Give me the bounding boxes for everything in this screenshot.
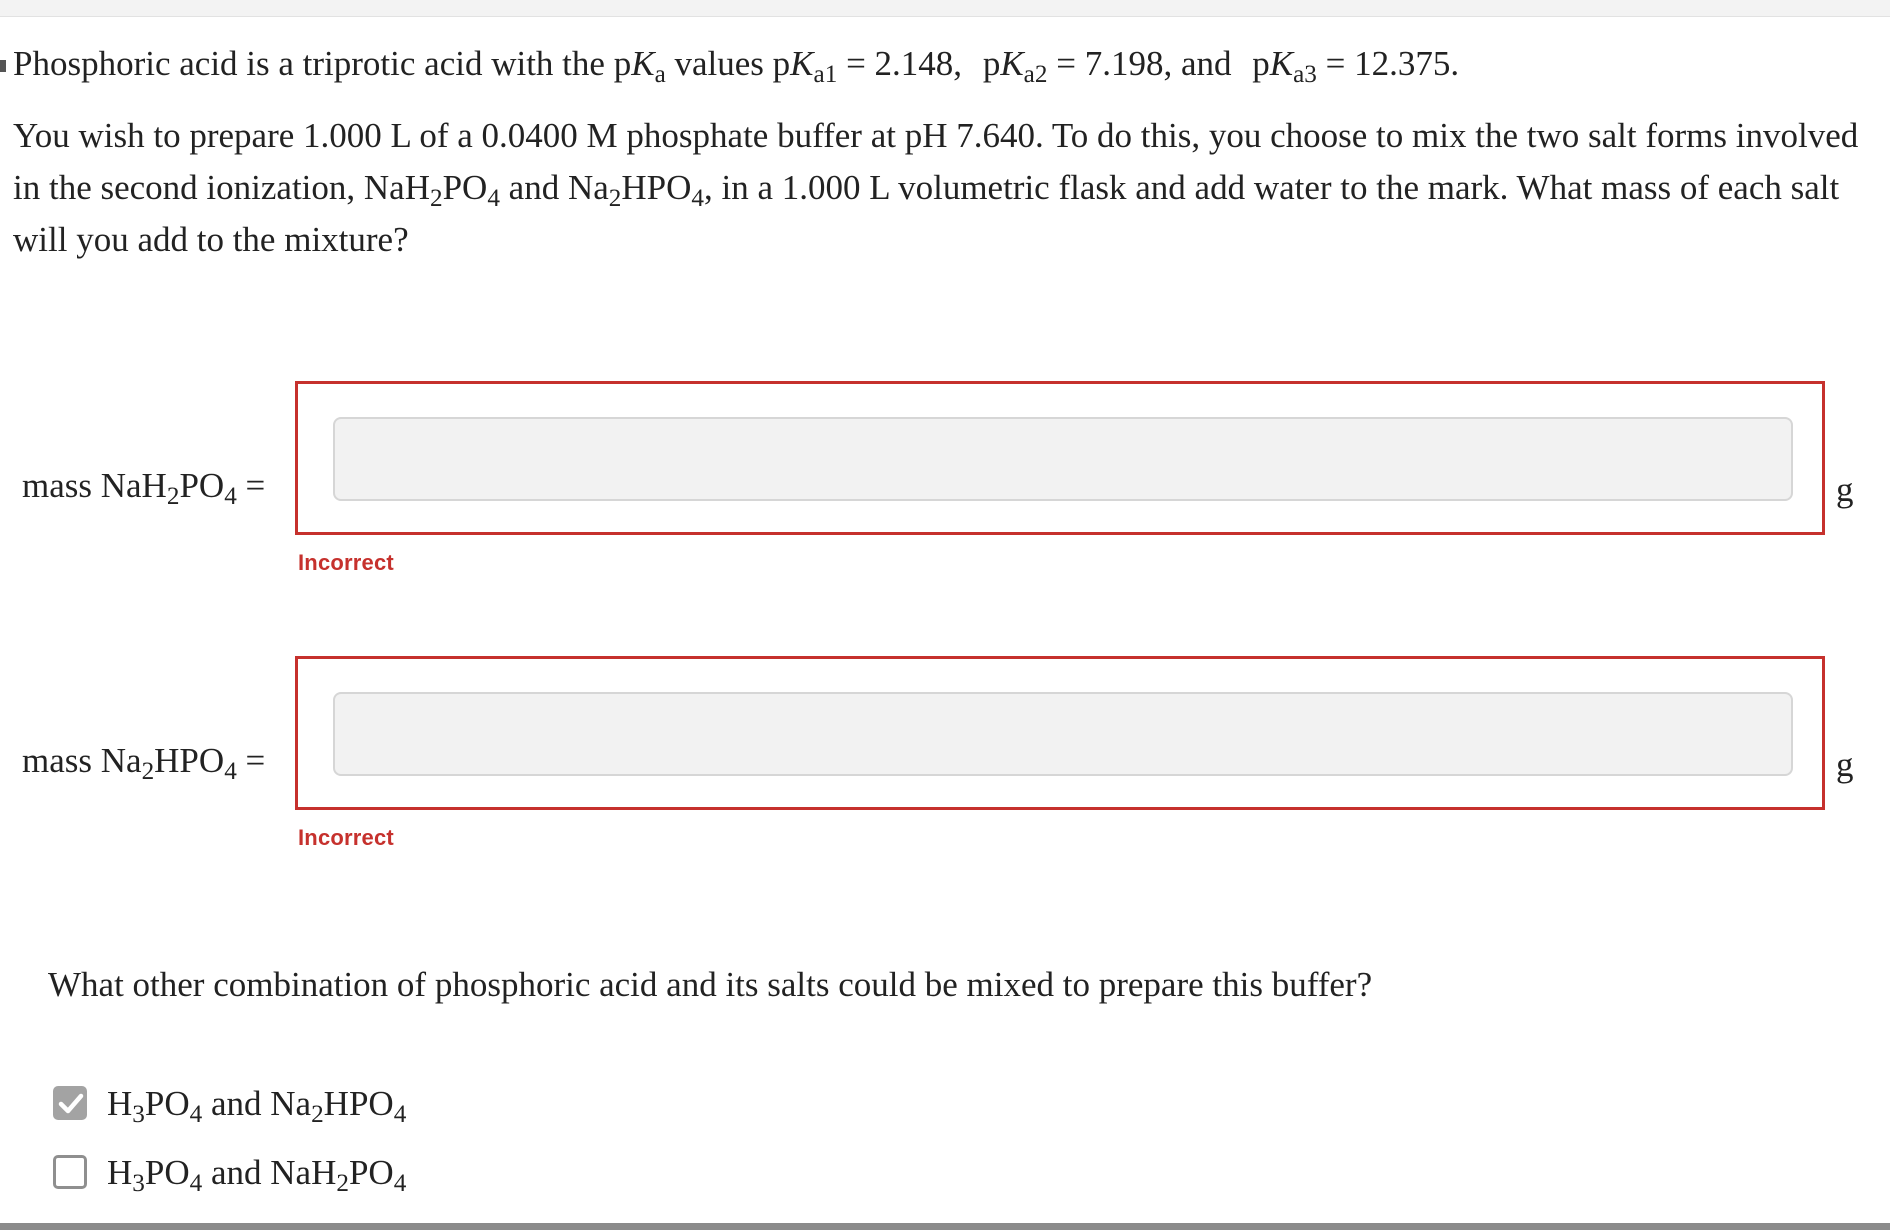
equals-sign: = (236, 466, 266, 505)
subscript: 4 (189, 1101, 203, 1129)
formula-text: HPO (323, 1084, 394, 1123)
pka1-symbol: K (790, 44, 814, 83)
choice-label (107, 1084, 407, 1129)
pka2-subscript: a2 (1023, 61, 1048, 89)
label-text: mass NaH (22, 466, 167, 505)
and-text: and (202, 1084, 271, 1123)
mass-nah2po4-label (22, 466, 266, 511)
pka3-p: p (1252, 44, 1270, 83)
ka-symbol: K (631, 44, 655, 83)
checkbox-unchecked-icon[interactable] (53, 1155, 87, 1189)
formula-text: H (107, 1153, 133, 1192)
subscript: 2 (311, 1101, 324, 1129)
mass-na2hpo4-unit: g (1836, 745, 1854, 784)
pka3-value: = 12.375. (1316, 44, 1460, 83)
label-text: PO (179, 466, 225, 505)
formula-text: NaH (270, 1153, 337, 1192)
mass-nah2po4-unit: g (1836, 470, 1854, 509)
formula-text: PO (144, 1084, 190, 1123)
subscript: 4 (393, 1101, 407, 1129)
pka3-subscript: a3 (1293, 61, 1317, 89)
problem-text-part: and Na (499, 168, 609, 207)
pka1-subscript: a1 (813, 61, 838, 89)
choice-label (107, 1153, 407, 1198)
subscript: 4 (189, 1170, 203, 1198)
subscript: 3 (132, 1170, 145, 1198)
mass-na2hpo4-answer-box (295, 656, 1825, 810)
mass-na2hpo4-feedback: Incorrect (298, 825, 394, 850)
subscript: 4 (224, 758, 237, 786)
and-text: and (202, 1153, 271, 1192)
formula-text: Na (270, 1084, 312, 1123)
problem-text (13, 110, 1875, 266)
formula-text: PO (348, 1153, 394, 1192)
bottom-scrollbar[interactable] (0, 1223, 1890, 1230)
subscript: 2 (166, 483, 180, 511)
mass-nah2po4-input[interactable] (333, 417, 1793, 501)
pka1-value: = 2.148, (837, 44, 971, 83)
question-marker (0, 60, 6, 72)
subscript: 4 (487, 185, 500, 213)
intro-values-text: values p (665, 44, 791, 83)
problem-text-part: , in a 1.000 L volumetric flask and add water to the mark. What mass of each salt will you add to the mixture? (13, 168, 1840, 259)
subscript: 3 (132, 1101, 145, 1129)
pka2-p: p (982, 44, 1001, 83)
problem-text-part: PO (442, 168, 488, 207)
checkbox-checked-icon[interactable] (53, 1086, 87, 1120)
formula-text: PO (144, 1153, 190, 1192)
checkmark-icon (58, 1092, 84, 1116)
equals-sign: = (236, 741, 266, 780)
pka2-value: = 7.198, and (1047, 44, 1241, 83)
top-toolbar-edge (0, 0, 1890, 17)
pka3-symbol: K (1269, 44, 1294, 83)
subscript: 2 (336, 1170, 349, 1198)
mass-nah2po4-answer-box (295, 381, 1825, 535)
mass-nah2po4-feedback: Incorrect (298, 550, 394, 575)
intro-text-start: Phosphoric acid is a triprotic acid with the p (13, 44, 632, 83)
subscript: 4 (393, 1170, 407, 1198)
problem-text-part: You wish to prepare 1.000 L of a 0.0400 M phosphate buffer at pH 7.640. To do this, you choose to mix the two salt forms involved in the second ionization, NaH (13, 116, 1859, 207)
ka-subscript: a (654, 61, 666, 89)
problem-text-part: HPO (621, 168, 692, 207)
subscript: 4 (691, 185, 704, 213)
subscript: 2 (429, 185, 443, 213)
subscript: 2 (608, 185, 622, 213)
formula-text: H (107, 1084, 133, 1123)
combination-question: What other combination of phosphoric acid and its salts could be mixed to prepare this buffer? (48, 965, 1373, 1004)
label-text: mass Na (22, 741, 142, 780)
intro-text (13, 38, 1873, 90)
subscript: 4 (224, 483, 237, 511)
mass-na2hpo4-input[interactable] (333, 692, 1793, 776)
pka2-symbol: K (1000, 44, 1024, 83)
mass-na2hpo4-label (22, 741, 266, 786)
subscript: 2 (141, 758, 155, 786)
label-text: HPO (154, 741, 225, 780)
